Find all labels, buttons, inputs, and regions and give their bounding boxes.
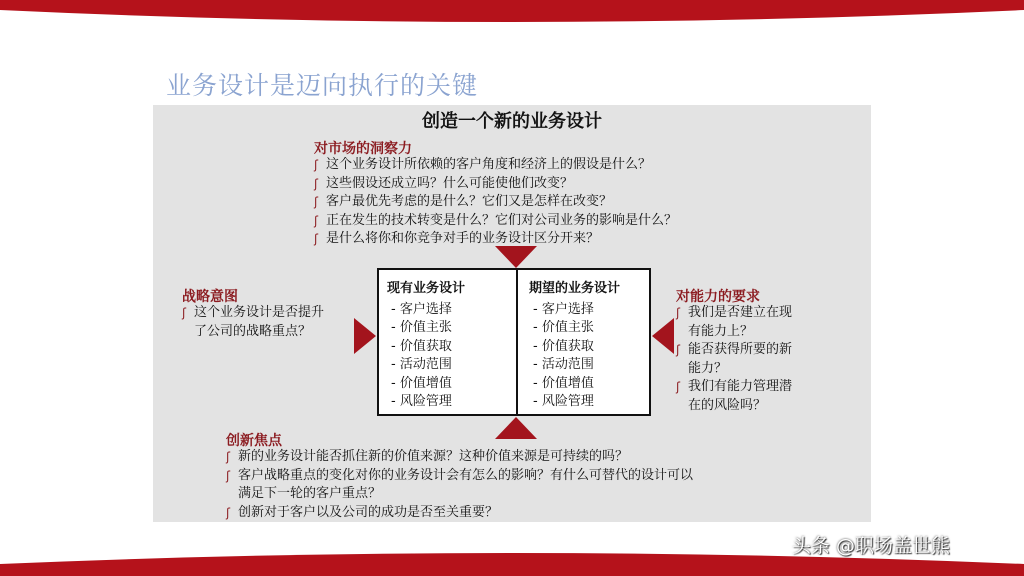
strategic-intent-heading: 战略意图: [182, 289, 238, 305]
box-divider: [516, 270, 518, 414]
list-item: ʃ 正在发生的技术转变是什么？它们对公司业务的影响是什么？: [314, 212, 677, 231]
capability-heading: 对能力的要求: [676, 289, 760, 305]
list-item: ʃ 客户最优先考虑的是什么？它们又是怎样在改变？: [314, 193, 677, 212]
market-insight-list: [314, 156, 677, 249]
current-design-title: 现有业务设计: [387, 281, 466, 296]
top-red-band: [0, 0, 1024, 26]
list-item: - 价值增值: [391, 375, 452, 391]
list-item: - 活动范围: [533, 357, 594, 372]
list-item: ʃ 我们是否建立在现 有能力上？: [676, 305, 793, 339]
list-item: ʃ 这些假设还成立吗？什么可能使他们改变？: [314, 175, 677, 194]
watermark: 头条 @职场盖世熊: [792, 535, 951, 557]
desired-design-column: [529, 280, 620, 412]
slide-title: 业务设计是迈向执行的关键: [166, 71, 479, 100]
list-item: - 价值增值: [533, 375, 594, 391]
bullet-mark-icon: ʃ: [676, 343, 681, 357]
list-item: - 价值获取: [533, 338, 594, 354]
list-item: ʃ 新的业务设计能否抓住新的价值来源？这种价值来源是可持续的吗？: [226, 448, 693, 467]
list-item: ʃ 我们有能力管理潜 在的风险吗？: [676, 379, 793, 413]
list-item: ʃ 这个业务设计所依赖的客户角度和经济上的假设是什么？: [314, 156, 677, 175]
up-arrow-icon: [495, 417, 537, 439]
desired-design-list: [529, 301, 620, 412]
list-item: ʃ 这个业务设计是否提升 了公司的战略重点？: [182, 305, 325, 339]
bullet-mark-icon: ʃ: [676, 380, 681, 394]
bullet-mark-icon: ʃ: [226, 505, 231, 520]
bullet-mark-icon: ʃ: [314, 232, 319, 246]
capability-list: [676, 304, 792, 415]
design-comparison-box: [377, 268, 651, 416]
innovation-focus-list: [226, 448, 693, 522]
innovation-focus-heading: 创新焦点: [226, 433, 282, 449]
bullet-mark-icon: ʃ: [314, 195, 319, 209]
right-arrow-icon: [354, 318, 376, 354]
current-design-list: [387, 301, 465, 412]
list-item: ʃ 是什么将你和你竞争对手的业务设计区分开来？: [314, 230, 677, 249]
panel-title: 创造一个新的业务设计: [422, 111, 602, 132]
list-item: ʃ 能否获得所要的新 能力？: [676, 342, 793, 376]
bullet-mark-icon: ʃ: [226, 450, 231, 464]
list-item: - 风险管理: [533, 394, 594, 409]
list-item: - 活动范围: [391, 357, 452, 372]
desired-design-title: 期望的业务设计: [529, 281, 621, 296]
list-item: - 客户选择: [533, 301, 594, 317]
down-arrow-icon: [495, 246, 537, 268]
bullet-mark-icon: ʃ: [182, 306, 187, 320]
list-item: ʃ 创新对于客户以及公司的成功是否至关重要？: [226, 504, 693, 523]
list-item: - 价值主张: [533, 320, 594, 335]
bullet-mark-icon: ʃ: [676, 306, 681, 320]
bullet-mark-icon: ʃ: [314, 176, 319, 191]
list-item: - 客户选择: [391, 301, 452, 317]
bullet-mark-icon: ʃ: [226, 468, 231, 483]
market-insight-heading: 对市场的洞察力: [314, 141, 412, 157]
list-item: - 价值主张: [391, 320, 452, 335]
left-arrow-icon: [652, 318, 674, 354]
list-item: - 价值获取: [391, 338, 452, 354]
list-item: - 风险管理: [391, 394, 452, 409]
current-design-column: [387, 280, 465, 412]
bullet-mark-icon: ʃ: [314, 158, 319, 172]
bullet-mark-icon: ʃ: [314, 213, 319, 228]
list-item: ʃ 客户战略重点的变化对你的业务设计会有怎么的影响？有什么可替代的设计可以 满足下一轮的客户重点？: [226, 467, 694, 501]
strategic-intent-list: [182, 304, 324, 341]
